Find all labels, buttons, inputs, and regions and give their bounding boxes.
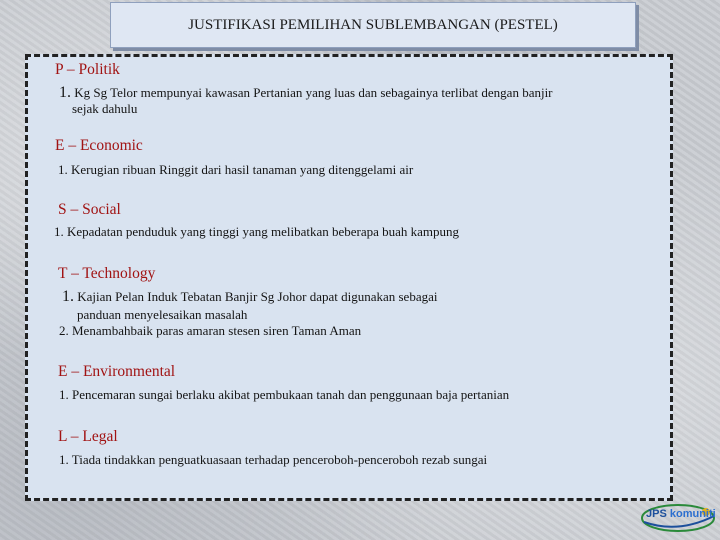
item-text: Kajian Pelan Induk Tebatan Banjir Sg Johor dapat digunakan sebagai: [77, 289, 438, 304]
item-text: 1. Kepadatan penduduk yang tinggi yang melibatkan beberapa buah kampung: [54, 224, 460, 239]
section-environmental: [58, 363, 175, 381]
section-economic: [55, 137, 143, 155]
jps-komuniti-logo: [640, 500, 718, 536]
section-politik: [55, 61, 120, 79]
item-text-continued: sejak dahulu: [72, 101, 138, 116]
title-box: [110, 2, 636, 48]
section-social: [58, 201, 121, 219]
heading-economic: E – Economic: [55, 137, 143, 154]
item-text: 1. Pencemaran sungai berlaku akibat pembukaan tanah dan penggunaan baja pertanian: [59, 387, 510, 402]
logo-text: JPS komuniti: [646, 508, 716, 520]
technology-item-1: [62, 289, 437, 305]
item-number: 1.: [62, 288, 74, 305]
legal-item-1: [59, 452, 487, 468]
item-number: 1.: [59, 84, 71, 101]
heading-legal: L – Legal: [58, 428, 118, 445]
item-text: 2. Menambahbaik paras amaran stesen siren Taman Aman: [59, 323, 362, 338]
page-title: JUSTIFIKASI PEMILIHAN SUBLEMBANGAN (PESTEL): [188, 16, 558, 33]
environmental-item-1: [59, 387, 509, 403]
heading-social: S – Social: [58, 201, 121, 218]
section-technology: [58, 265, 155, 283]
item-text: 1. Kerugian ribuan Ringgit dari hasil tanaman yang ditenggelami air: [58, 162, 414, 177]
section-legal: [58, 428, 118, 446]
heading-technology: T – Technology: [58, 265, 156, 282]
technology-item-1-cont: [77, 307, 247, 323]
economic-item-1: [58, 162, 413, 178]
item-text-continued: panduan menyelesaikan masalah: [77, 307, 248, 322]
heading-politik: P – Politik: [55, 61, 120, 78]
item-text: Kg Sg Telor mempunyai kawasan Pertanian yang luas dan sebagainya terlibat dengan banjir: [74, 85, 553, 100]
social-item-1: [54, 224, 459, 240]
politik-item-1: [59, 85, 553, 117]
item-text: 1. Tiada tindakkan penguatkuasaan terhadap penceroboh-penceroboh rezab sungai: [59, 452, 488, 467]
heading-environmental: E – Environmental: [58, 363, 176, 380]
technology-item-2: [59, 323, 361, 339]
